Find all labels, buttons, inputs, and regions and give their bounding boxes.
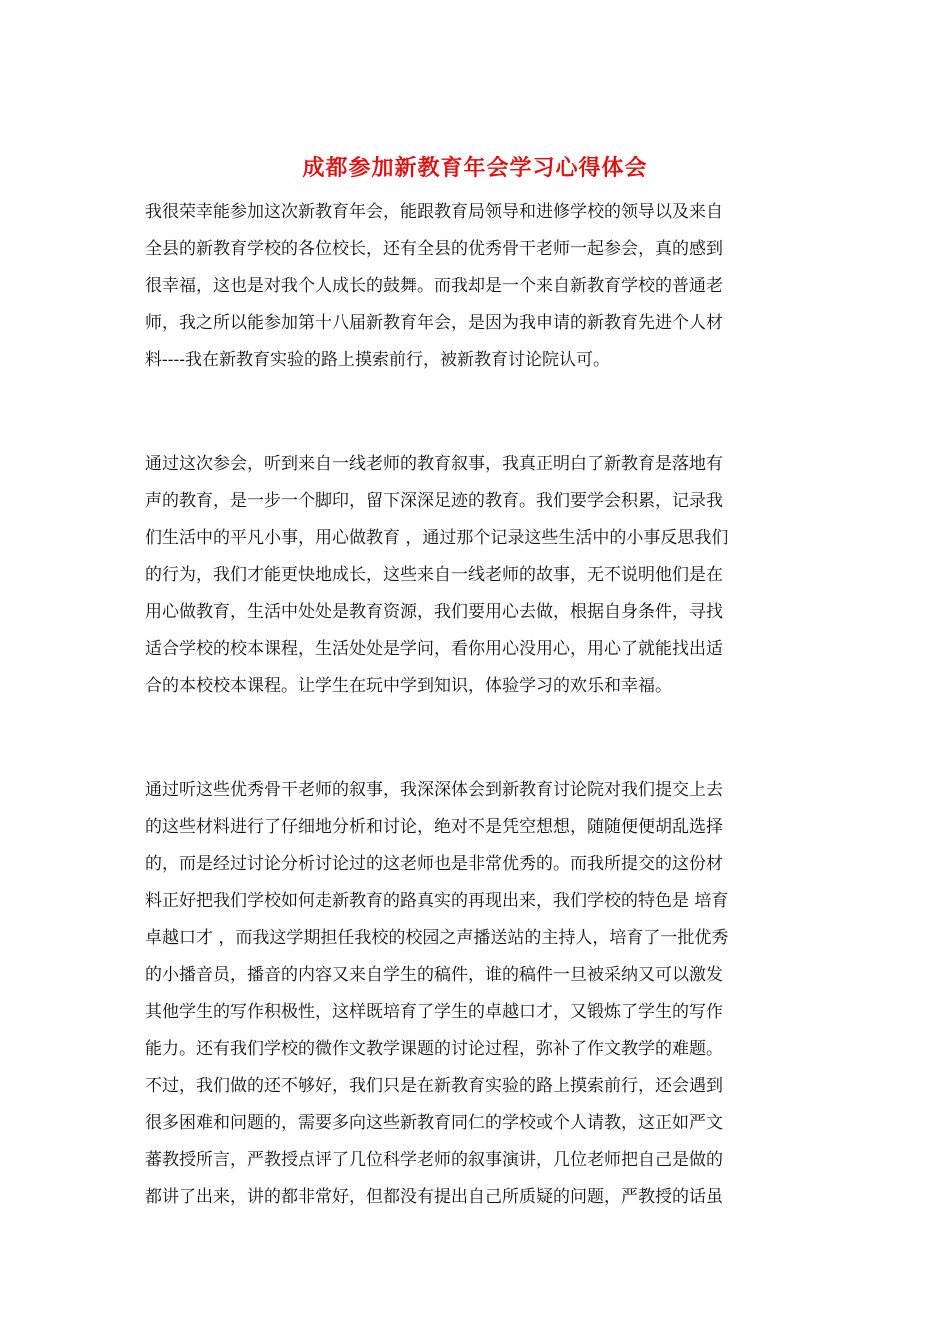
paragraph-line: 的这些材料进行了仔细地分析和讨论，绝对不是凭空想想，随随便便胡乱选择 <box>145 817 723 837</box>
paragraph-line: 料正好把我们学校如何走新教育的路真实的再现出来，我们学校的特色是 培育 <box>145 891 729 911</box>
paragraph-line: 用心做教育，生活中处处是教育资源，我们要用心去做，根据自身条件，寻找 <box>145 602 723 622</box>
paragraph-line: 卓越口才 ，而我这学期担任我校的校园之声播送站的主持人，培育了一批优秀 <box>145 928 729 948</box>
paragraph-line: 都讲了出来，讲的都非常好，但都没有提出自己所质疑的问题，严教授的话虽 <box>145 1187 723 1207</box>
paragraph-line: 们生活中的平凡小事，用心做教育 ，通过那个记录这些生活中的小事反思我们 <box>145 528 729 548</box>
paragraph-line: 通过这次参会，听到来自一线老师的教育叙事，我真正明白了新教育是落地有 <box>145 454 723 474</box>
paragraph-line: 我很荣幸能参加这次新教育年会，能跟教育局领导和进修学校的领导以及来自 <box>145 202 723 222</box>
paragraph-line: 声的教育，是一步一个脚印，留下深深足迹的教育。我们要学会积累，记录我 <box>145 491 723 511</box>
paragraph-line: 很幸福，这也是对我个人成长的鼓舞。而我却是一个来自新教育学校的普通老 <box>145 276 723 296</box>
paragraph-line: 师，我之所以能参加第十八届新教育年会，是因为我申请的新教育先进个人材 <box>145 313 723 333</box>
paragraph-line: 的小播音员，播音的内容又来自学生的稿件，谁的稿件一旦被采纳又可以激发 <box>145 965 723 985</box>
paragraph-line: 适合学校的校本课程，生活处处是学问，看你用心没用心，用心了就能找出适 <box>145 639 723 659</box>
paragraph-1 <box>145 194 810 379</box>
paragraph-line: 其他学生的写作积极性，这样既培育了学生的卓越口才，又锻炼了学生的写作 <box>145 1002 723 1022</box>
paragraph-line: 料----我在新教育实验的路上摸索前行，被新教育讨论院认可。 <box>145 350 610 370</box>
paragraph-line: 全县的新教育学校的各位校长，还有全县的优秀骨干老师一起参会，真的感到 <box>145 239 723 259</box>
paragraph-line: 蕃教授所言，严教授点评了几位科学老师的叙事演讲，几位老师把自己是做的 <box>145 1150 723 1170</box>
paragraph-line: 合的本校校本课程。让学生在玩中学到知识，体验学习的欢乐和幸福。 <box>145 676 672 696</box>
paragraph-line: 很多困难和问题的，需要多向这些新教育同仁的学校或个人请教，这正如严文 <box>145 1113 723 1133</box>
paragraph-2 <box>145 446 810 705</box>
paragraph-3 <box>145 772 810 1216</box>
paragraph-line: 的，而是经过讨论分析讨论过的这老师也是非常优秀的。而我所提交的这份材 <box>145 854 723 874</box>
paragraph-line: 通过听这些优秀骨干老师的叙事，我深深体会到新教育讨论院对我们提交上去 <box>145 780 723 800</box>
paragraph-line: 不过，我们做的还不够好，我们只是在新教育实验的路上摸索前行，还会遇到 <box>145 1076 723 1096</box>
document-title: 成都参加新教育年会学习心得体会 <box>302 155 648 181</box>
paragraph-line: 的行为，我们才能更快地成长，这些来自一线老师的故事，无不说明他们是在 <box>145 565 723 585</box>
paragraph-line: 能力。还有我们学校的微作文教学课题的讨论过程，弥补了作文教学的难题。 <box>145 1039 723 1059</box>
